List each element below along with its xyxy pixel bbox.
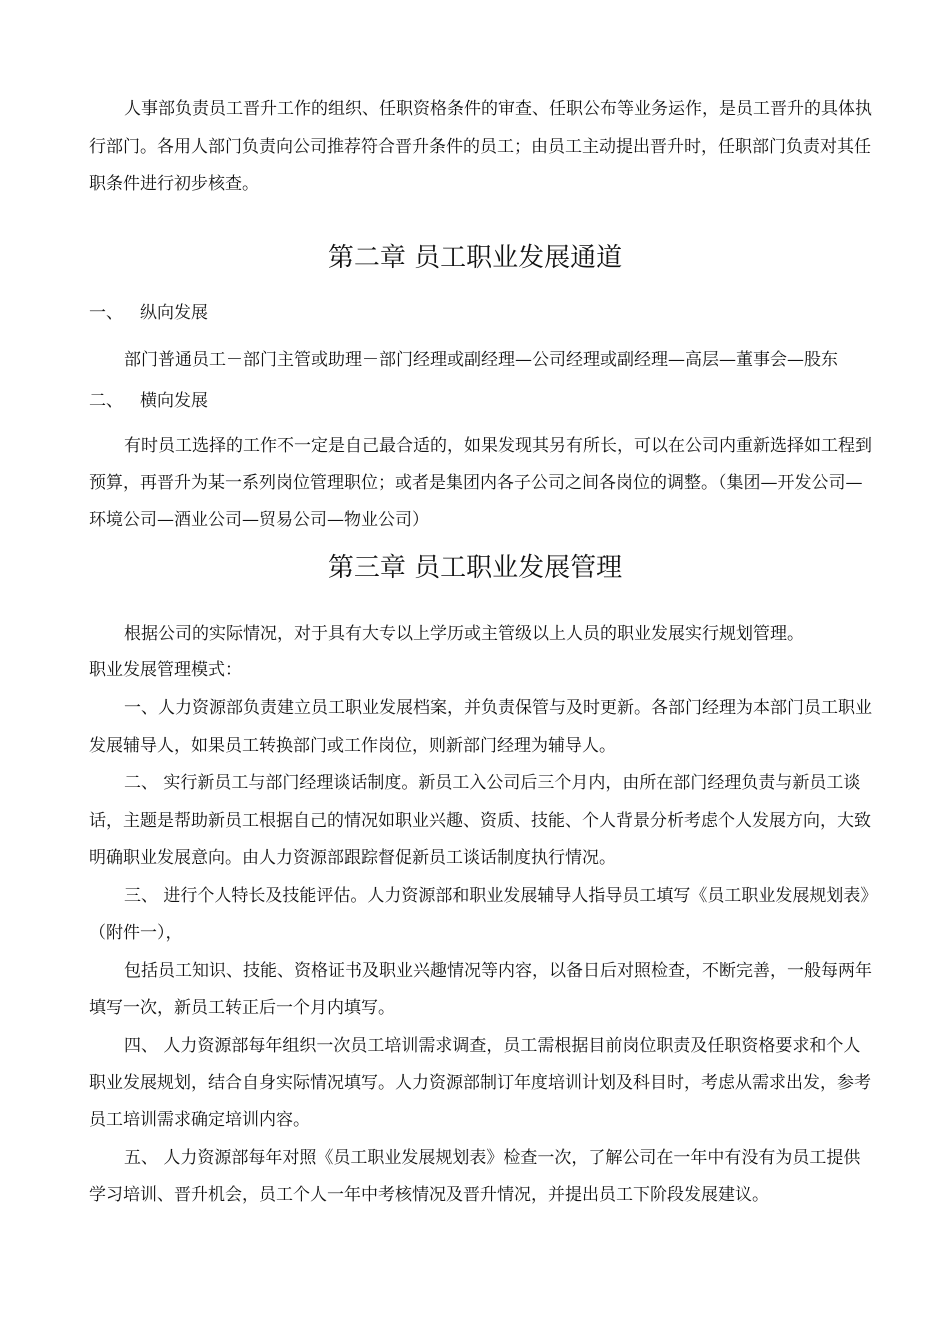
item-4-line-2: 职业发展规划，结合自身实际情况填写。人力资源部制订年度培训计划及科目时，考虑从需求出发，参考 (89, 1073, 871, 1093)
section-1-line: 部门普通员工－部门主管或助理－部门经理或副经理—公司经理或副经理—高层—董事会—股东 (124, 350, 838, 370)
intro-line-2: 行部门。各用人部门负责向公司推荐符合晋升条件的员工；由员工主动提出晋升时，任职部门负责对其任 (89, 137, 871, 157)
section-1-number: 一、 (89, 303, 123, 323)
chapter-3-paragraph-1: 根据公司的实际情况，对于具有大专以上学历或主管级以上人员的职业发展实行规划管理。 (124, 624, 804, 644)
chapter-3-paragraph-2: 职业发展管理模式： (89, 660, 242, 680)
item-3-line-2: （附件一）， (89, 923, 183, 943)
intro-line-3: 职条件进行初步核查。 (89, 174, 259, 194)
item-3b-line-2: 填写一次，新员工转正后一个月内填写。 (89, 998, 395, 1018)
item-3b-line-1: 包括员工知识、技能、资格证书及职业兴趣情况等内容，以备日后对照检查，不断完善，一般每两年 (124, 961, 872, 981)
item-2-line-1: 二、 实行新员工与部门经理谈话制度。新员工入公司后三个月内，由所在部门经理负责与新员工谈 (124, 773, 861, 793)
section-2-line-2: 预算，再晋升为某一系列岗位管理职位；或者是集团内各子公司之间各岗位的调整。（集团—开发公司— (89, 473, 863, 493)
section-2-number: 二、 (89, 391, 123, 411)
item-5-line-2: 学习培训、晋升机会，员工个人一年中考核情况及晋升情况，并提出员工下阶段发展建议。 (89, 1185, 769, 1205)
item-3-line-1: 三、 进行个人特长及技能评估。人力资源部和职业发展辅导人指导员工填写《员工职业发展规划表》 (124, 886, 878, 906)
item-1-line-1: 一、人力资源部负责建立员工职业发展档案，并负责保管与及时更新。各部门经理为本部门员工职业 (124, 698, 872, 718)
intro-line-1: 人事部负责员工晋升工作的组织、任职资格条件的审查、任职公布等业务运作，是员工晋升的具体执 (124, 99, 872, 119)
chapter-2-title: 第二章 员工职业发展通道 (327, 243, 623, 273)
item-5-line-1: 五、 人力资源部每年对照《员工职业发展规划表》检查一次，了解公司在一年中有没有为员工提供 (124, 1148, 861, 1168)
item-1-line-2: 发展辅导人，如果员工转换部门或工作岗位，则新部门经理为辅导人。 (89, 736, 616, 756)
chapter-3-title: 第三章 员工职业发展管理 (327, 553, 623, 583)
section-2-line-3: 环境公司—酒业公司—贸易公司—物业公司） (89, 510, 429, 530)
section-1-title: 纵向发展 (140, 303, 208, 323)
item-4-line-3: 员工培训需求确定培训内容。 (89, 1110, 310, 1130)
item-4-line-1: 四、 人力资源部每年组织一次员工培训需求调查，员工需根据目前岗位职责及任职资格要求和个人 (124, 1036, 861, 1056)
item-2-line-3: 明确职业发展意向。由人力资源部跟踪督促新员工谈话制度执行情况。 (89, 848, 616, 868)
section-2-line-1: 有时员工选择的工作不一定是自己最合适的，如果发现其另有所长，可以在公司内重新选择如工程到 (124, 436, 872, 456)
item-2-line-2: 话，主题是帮助新员工根据自己的情况如职业兴趣、资质、技能、个人背景分析考虑个人发展方向，大致 (89, 811, 871, 831)
section-2-title: 横向发展 (140, 391, 208, 411)
